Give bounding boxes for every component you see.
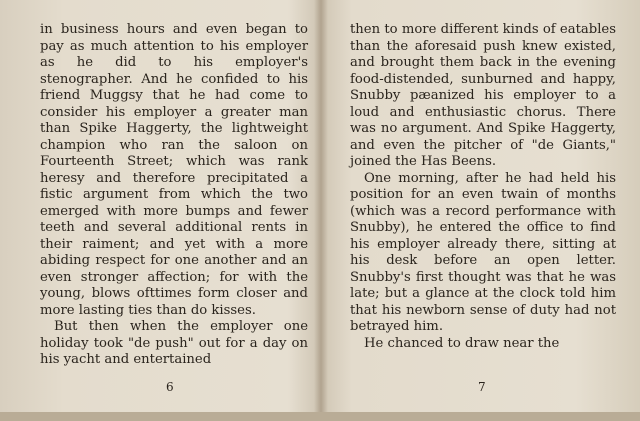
- right-page-number: 7: [478, 380, 486, 394]
- left-page: [40, 22, 308, 369]
- book-gutter: [314, 0, 328, 421]
- left-paragraph-1: in business hours and even began to pay as much attention to his employer as he did to his employer's stenographer. And he confided to his friend Muggsy that he had come to consider his employer a greater man than Spike Haggerty, the lightweight champion who ran the saloon on Fourteenth Street; which was rank heresy and therefore precipitated a fistic argument from which the two emerged with more bumps and fewer teeth and several additional rents in their raiment; and yet with a more abiding respect for one another and an even stronger affection; for with the young, blows ofttimes form closer and more lasting ties than do kisses.: [40, 22, 308, 318]
- right-paragraph-3: He chanced to draw near the: [364, 335, 560, 351]
- right-paragraph-2: One morning, after he had held his position for an even twain of months (which was a record performance with Snubby), he entered the office to find his employer already there, sitting at his desk before an open letter. Snubby's first thought was that he was late; but a glance at the clock told him that his newborn sense of duty had not betrayed him.: [350, 170, 616, 334]
- right-page: [350, 22, 616, 352]
- page-bottom-edge: [0, 412, 640, 421]
- left-page-number: 6: [166, 380, 174, 394]
- right-paragraph-1: then to more different kinds of eatables than the aforesaid push knew existed, and brought them back in the evening food-distended, sunburned and happy, Snubby pæanized his employer to a loud and enthusiastic chorus. There was no argument. And Spike Haggerty, and even the pitcher of "de Giants," joined the Has Beens.: [350, 22, 616, 169]
- left-paragraph-2: But then when the employer one holiday took "de push" out for a day on his yacht and entertained: [40, 319, 308, 367]
